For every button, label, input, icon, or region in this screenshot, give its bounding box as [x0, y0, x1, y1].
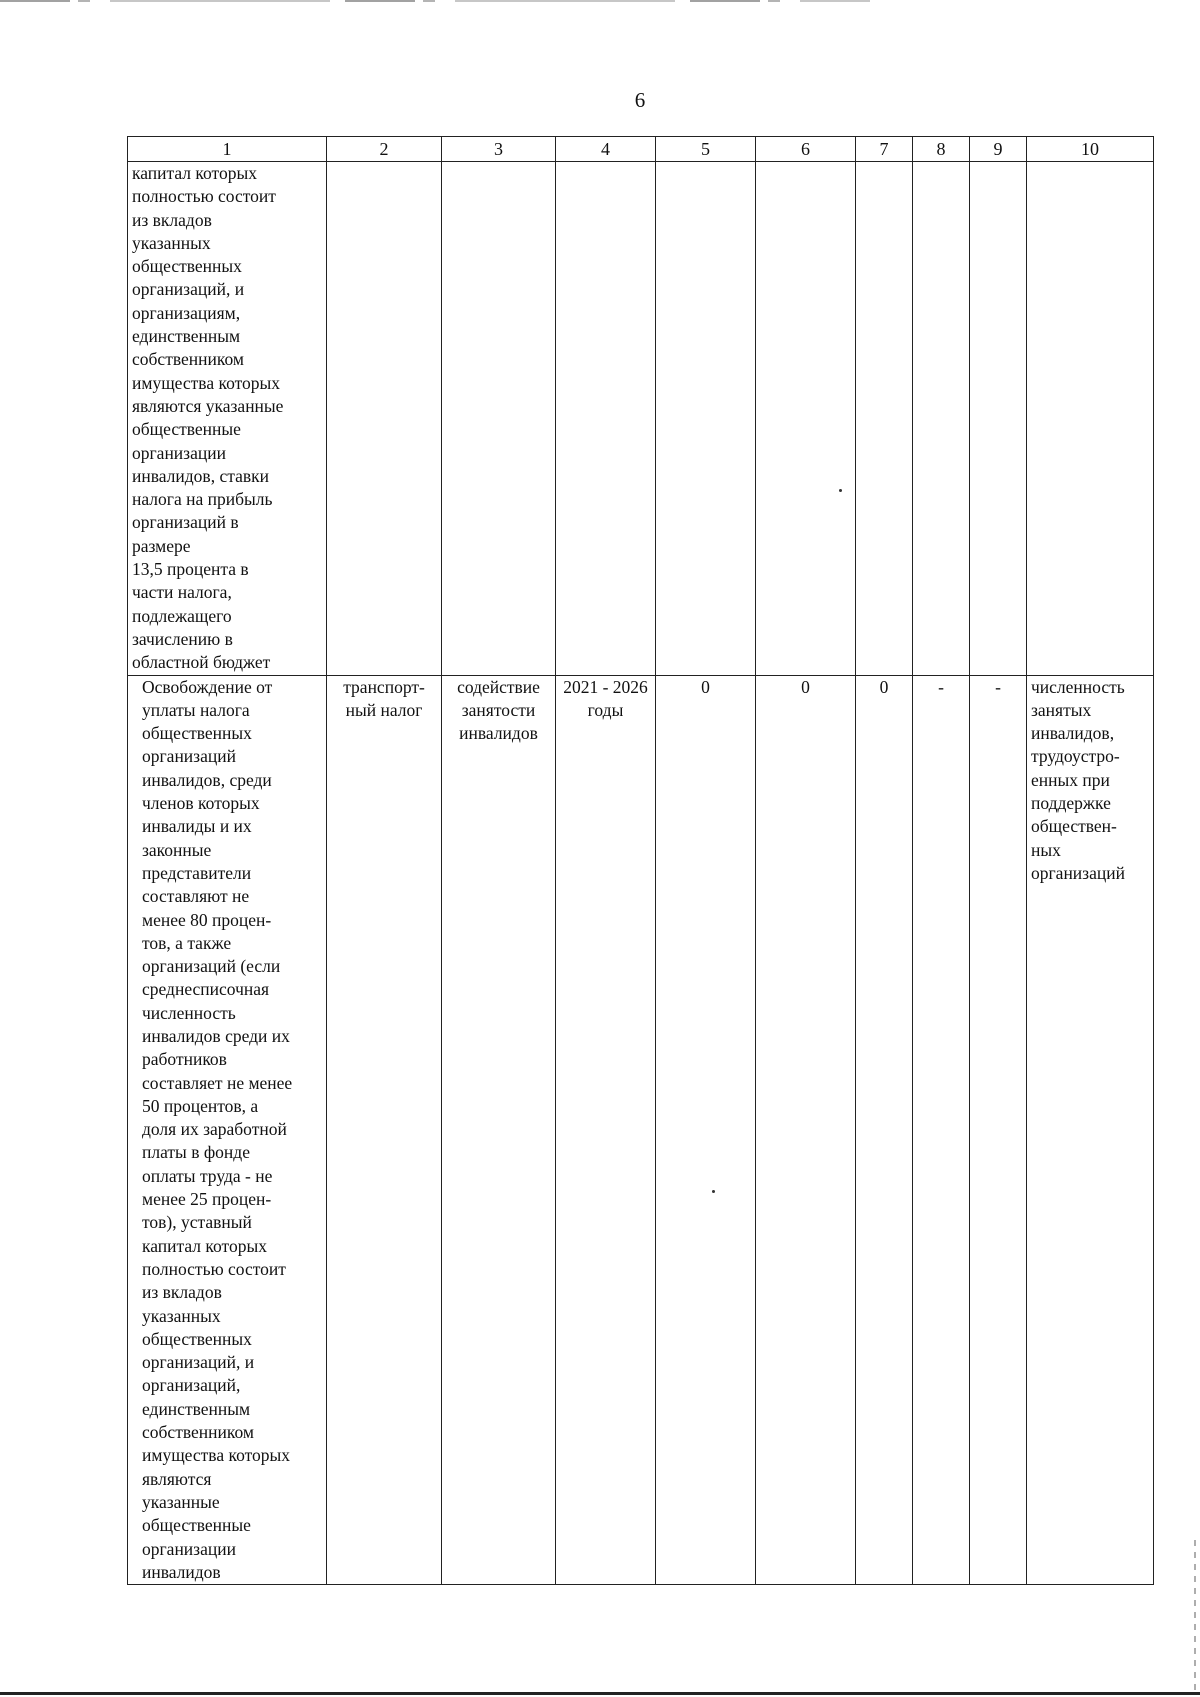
scan-edge-top: [0, 0, 870, 2]
data-table: [127, 136, 1154, 1585]
benefit-description-cell: капитал которых полностью состоит из вкладов указанных общественных организаций, и организациям, единственным собственником имущества которых являются указанные общественные организации инвалидов, ставки налога на прибыль организаций в размере 13,5 процента в части налога, подлежащего зачислению в областной бюджет: [128, 162, 327, 676]
value-cell-8: [913, 162, 970, 676]
goal-cell: содействие занятости инвалидов: [442, 675, 556, 1585]
table-row: [128, 162, 1154, 676]
period-cell: [556, 162, 656, 676]
value-cell-9: [970, 162, 1027, 676]
column-header: 1: [128, 137, 327, 162]
column-header: 4: [556, 137, 656, 162]
value-cell-7: 0: [856, 675, 913, 1585]
table-row: [128, 675, 1154, 1585]
column-header: 8: [913, 137, 970, 162]
value-cell-9: -: [970, 675, 1027, 1585]
column-header: 3: [442, 137, 556, 162]
value-cell-8: -: [913, 675, 970, 1585]
column-header: 2: [327, 137, 442, 162]
value-cell-7: [856, 162, 913, 676]
value-cell-6: [756, 162, 856, 676]
tax-type-cell: [327, 162, 442, 676]
value-cell-5: [656, 162, 756, 676]
value-cell-5: 0: [656, 675, 756, 1585]
value-cell-6: 0: [756, 675, 856, 1585]
table-header-row: [128, 137, 1154, 162]
scan-edge-bottom: [0, 1692, 1200, 1695]
indicator-cell: [1027, 162, 1154, 676]
page-number: 6: [634, 88, 646, 112]
column-header: 6: [756, 137, 856, 162]
benefit-description-cell: Освобождение от уплаты налога общественных организаций инвалидов, среди членов которых инвалиды и их законные представители составляют не менее 80 процен- тов, а также организаций (если среднесписочная численность инвалидов среди их работников составляет не менее 50 процентов, а доля их заработной платы в фонде оплаты труда - не менее 25 процен- тов), уставный капитал которых полностью состоит из вкладов указанных общественных организаций, и организаций, единственным собственником имущества которых являются указанные общественные организации инвалидов: [128, 675, 327, 1585]
goal-cell: [442, 162, 556, 676]
column-header: 9: [970, 137, 1027, 162]
scan-speck: [839, 489, 842, 492]
scan-edge-right: [1194, 1540, 1196, 1690]
period-cell: 2021 - 2026 годы: [556, 675, 656, 1585]
tax-type-cell: транспорт- ный налог: [327, 675, 442, 1585]
column-header: 5: [656, 137, 756, 162]
column-header: 10: [1027, 137, 1154, 162]
indicator-cell: численность занятых инвалидов, трудоустро- енных при поддержке обществен- ных организаций: [1027, 675, 1154, 1585]
column-header: 7: [856, 137, 913, 162]
scan-speck: [712, 1190, 715, 1193]
